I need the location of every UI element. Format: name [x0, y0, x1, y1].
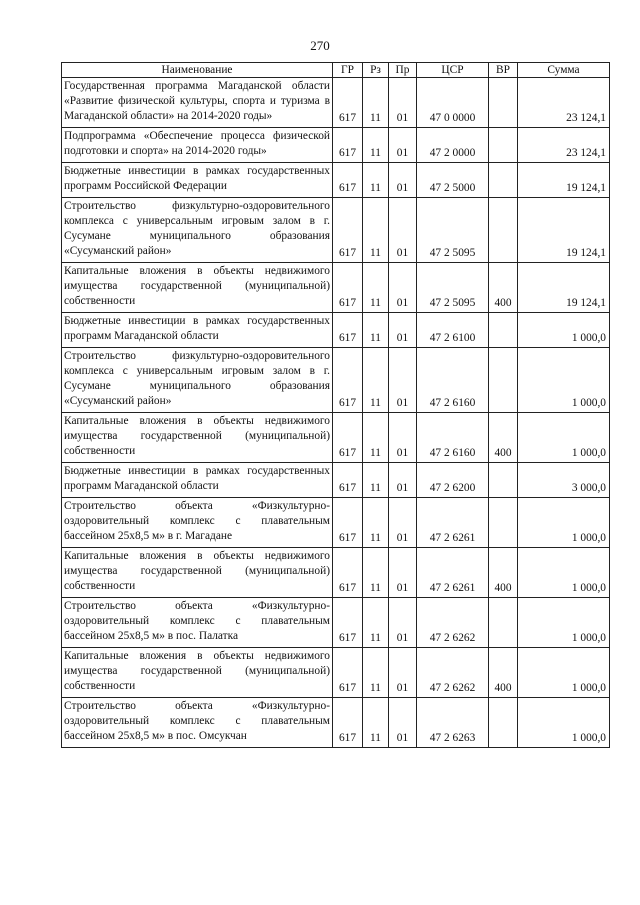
table-row	[62, 313, 610, 348]
cell-csr: 47 2 6261	[417, 548, 489, 598]
cell-vr	[489, 313, 518, 348]
table-row	[62, 198, 610, 263]
cell-name: Строительство физкультурно-оздоровительного комплекса с универсальным игровым залом в г. Сусумане муниципального образования «Сусуманский район»	[62, 348, 333, 413]
cell-rz: 11	[363, 413, 389, 463]
cell-pr: 01	[389, 313, 417, 348]
cell-vr: 400	[489, 548, 518, 598]
header-pr: Пр	[389, 63, 417, 78]
cell-sum: 19 124,1	[518, 198, 610, 263]
cell-gr: 617	[333, 698, 363, 748]
cell-vr	[489, 198, 518, 263]
cell-pr: 01	[389, 348, 417, 413]
cell-csr: 47 2 6263	[417, 698, 489, 748]
budget-table	[61, 62, 610, 748]
cell-sum: 23 124,1	[518, 78, 610, 128]
cell-rz: 11	[363, 463, 389, 498]
header-csr: ЦСР	[417, 63, 489, 78]
cell-rz: 11	[363, 598, 389, 648]
cell-csr: 47 2 6261	[417, 498, 489, 548]
cell-pr: 01	[389, 548, 417, 598]
cell-csr: 47 2 6160	[417, 348, 489, 413]
cell-pr: 01	[389, 413, 417, 463]
table-row	[62, 463, 610, 498]
cell-gr: 617	[333, 463, 363, 498]
cell-sum: 1 000,0	[518, 313, 610, 348]
cell-sum: 1 000,0	[518, 348, 610, 413]
cell-sum: 3 000,0	[518, 463, 610, 498]
cell-rz: 11	[363, 698, 389, 748]
cell-gr: 617	[333, 413, 363, 463]
cell-sum: 1 000,0	[518, 548, 610, 598]
header-name: Наименование	[62, 63, 333, 78]
table-row	[62, 598, 610, 648]
page-number: 270	[310, 38, 330, 53]
cell-name: Подпрограмма «Обеспечение процесса физической подготовки и спорта» на 2014-2020 годы»	[62, 128, 333, 163]
cell-name: Бюджетные инвестиции в рамках государственных программ Российской Федерации	[62, 163, 333, 198]
cell-csr: 47 2 6100	[417, 313, 489, 348]
header-gr: ГР	[333, 63, 363, 78]
cell-name: Строительство объекта «Физкультурно-оздоровительный комплекс с плавательным бассейном 25х8,5 м» в пос. Палатка	[62, 598, 333, 648]
cell-csr: 47 2 5095	[417, 263, 489, 313]
table-header-row	[62, 63, 610, 78]
cell-vr: 400	[489, 263, 518, 313]
cell-name: Капитальные вложения в объекты недвижимого имущества государственной (муниципальной) собственности	[62, 648, 333, 698]
cell-sum: 19 124,1	[518, 163, 610, 198]
cell-pr: 01	[389, 128, 417, 163]
table-row	[62, 78, 610, 128]
cell-gr: 617	[333, 263, 363, 313]
cell-vr	[489, 463, 518, 498]
cell-rz: 11	[363, 163, 389, 198]
cell-vr	[489, 348, 518, 413]
cell-name: Бюджетные инвестиции в рамках государственных программ Магаданской области	[62, 463, 333, 498]
cell-rz: 11	[363, 348, 389, 413]
cell-sum: 1 000,0	[518, 498, 610, 548]
cell-gr: 617	[333, 598, 363, 648]
cell-name: Строительство объекта «Физкультурно-оздоровительный комплекс с плавательным бассейном 25х8,5 м» в г. Магадане	[62, 498, 333, 548]
cell-sum: 1 000,0	[518, 698, 610, 748]
cell-csr: 47 2 6262	[417, 648, 489, 698]
table-row	[62, 263, 610, 313]
cell-pr: 01	[389, 263, 417, 313]
cell-name: Бюджетные инвестиции в рамках государственных программ Магаданской области	[62, 313, 333, 348]
cell-gr: 617	[333, 78, 363, 128]
cell-vr	[489, 598, 518, 648]
cell-pr: 01	[389, 163, 417, 198]
cell-pr: 01	[389, 598, 417, 648]
cell-vr	[489, 163, 518, 198]
cell-gr: 617	[333, 548, 363, 598]
cell-csr: 47 2 5000	[417, 163, 489, 198]
cell-rz: 11	[363, 263, 389, 313]
cell-sum: 1 000,0	[518, 598, 610, 648]
cell-vr	[489, 498, 518, 548]
cell-name: Капитальные вложения в объекты недвижимого имущества государственной (муниципальной) собственности	[62, 263, 333, 313]
table-row	[62, 163, 610, 198]
table-row	[62, 548, 610, 598]
cell-rz: 11	[363, 648, 389, 698]
cell-pr: 01	[389, 198, 417, 263]
cell-csr: 47 2 5095	[417, 198, 489, 263]
cell-pr: 01	[389, 648, 417, 698]
cell-gr: 617	[333, 498, 363, 548]
cell-vr	[489, 698, 518, 748]
cell-csr: 47 0 0000	[417, 78, 489, 128]
cell-pr: 01	[389, 78, 417, 128]
cell-rz: 11	[363, 548, 389, 598]
cell-name: Капитальные вложения в объекты недвижимого имущества государственной (муниципальной) собственности	[62, 548, 333, 598]
cell-rz: 11	[363, 313, 389, 348]
cell-vr: 400	[489, 413, 518, 463]
cell-vr: 400	[489, 648, 518, 698]
cell-sum: 1 000,0	[518, 413, 610, 463]
table-row	[62, 698, 610, 748]
cell-gr: 617	[333, 648, 363, 698]
cell-rz: 11	[363, 78, 389, 128]
cell-gr: 617	[333, 313, 363, 348]
cell-gr: 617	[333, 163, 363, 198]
cell-name: Строительство объекта «Физкультурно-оздоровительный комплекс с плавательным бассейном 25х8,5 м» в пос. Омсукчан	[62, 698, 333, 748]
header-vr: ВР	[489, 63, 518, 78]
cell-rz: 11	[363, 198, 389, 263]
header-rz: Рз	[363, 63, 389, 78]
header-sum: Сумма	[518, 63, 610, 78]
cell-pr: 01	[389, 498, 417, 548]
cell-csr: 47 2 0000	[417, 128, 489, 163]
cell-rz: 11	[363, 498, 389, 548]
cell-gr: 617	[333, 198, 363, 263]
cell-rz: 11	[363, 128, 389, 163]
cell-sum: 19 124,1	[518, 263, 610, 313]
cell-sum: 23 124,1	[518, 128, 610, 163]
cell-vr	[489, 128, 518, 163]
table-row	[62, 348, 610, 413]
cell-csr: 47 2 6160	[417, 413, 489, 463]
cell-name: Государственная программа Магаданской области «Развитие физической культуры, спорта и туризма в Магаданской области» на 2014-2020 годы»	[62, 78, 333, 128]
cell-gr: 617	[333, 128, 363, 163]
cell-vr	[489, 78, 518, 128]
cell-name: Капитальные вложения в объекты недвижимого имущества государственной (муниципальной) собственности	[62, 413, 333, 463]
cell-name: Строительство физкультурно-оздоровительного комплекса с универсальным игровым залом в г. Сусумане муниципального образования «Сусуманский район»	[62, 198, 333, 263]
cell-gr: 617	[333, 348, 363, 413]
table-row	[62, 498, 610, 548]
cell-csr: 47 2 6262	[417, 598, 489, 648]
cell-csr: 47 2 6200	[417, 463, 489, 498]
cell-sum: 1 000,0	[518, 648, 610, 698]
cell-pr: 01	[389, 698, 417, 748]
table-row	[62, 128, 610, 163]
table-row	[62, 648, 610, 698]
cell-pr: 01	[389, 463, 417, 498]
table-row	[62, 413, 610, 463]
